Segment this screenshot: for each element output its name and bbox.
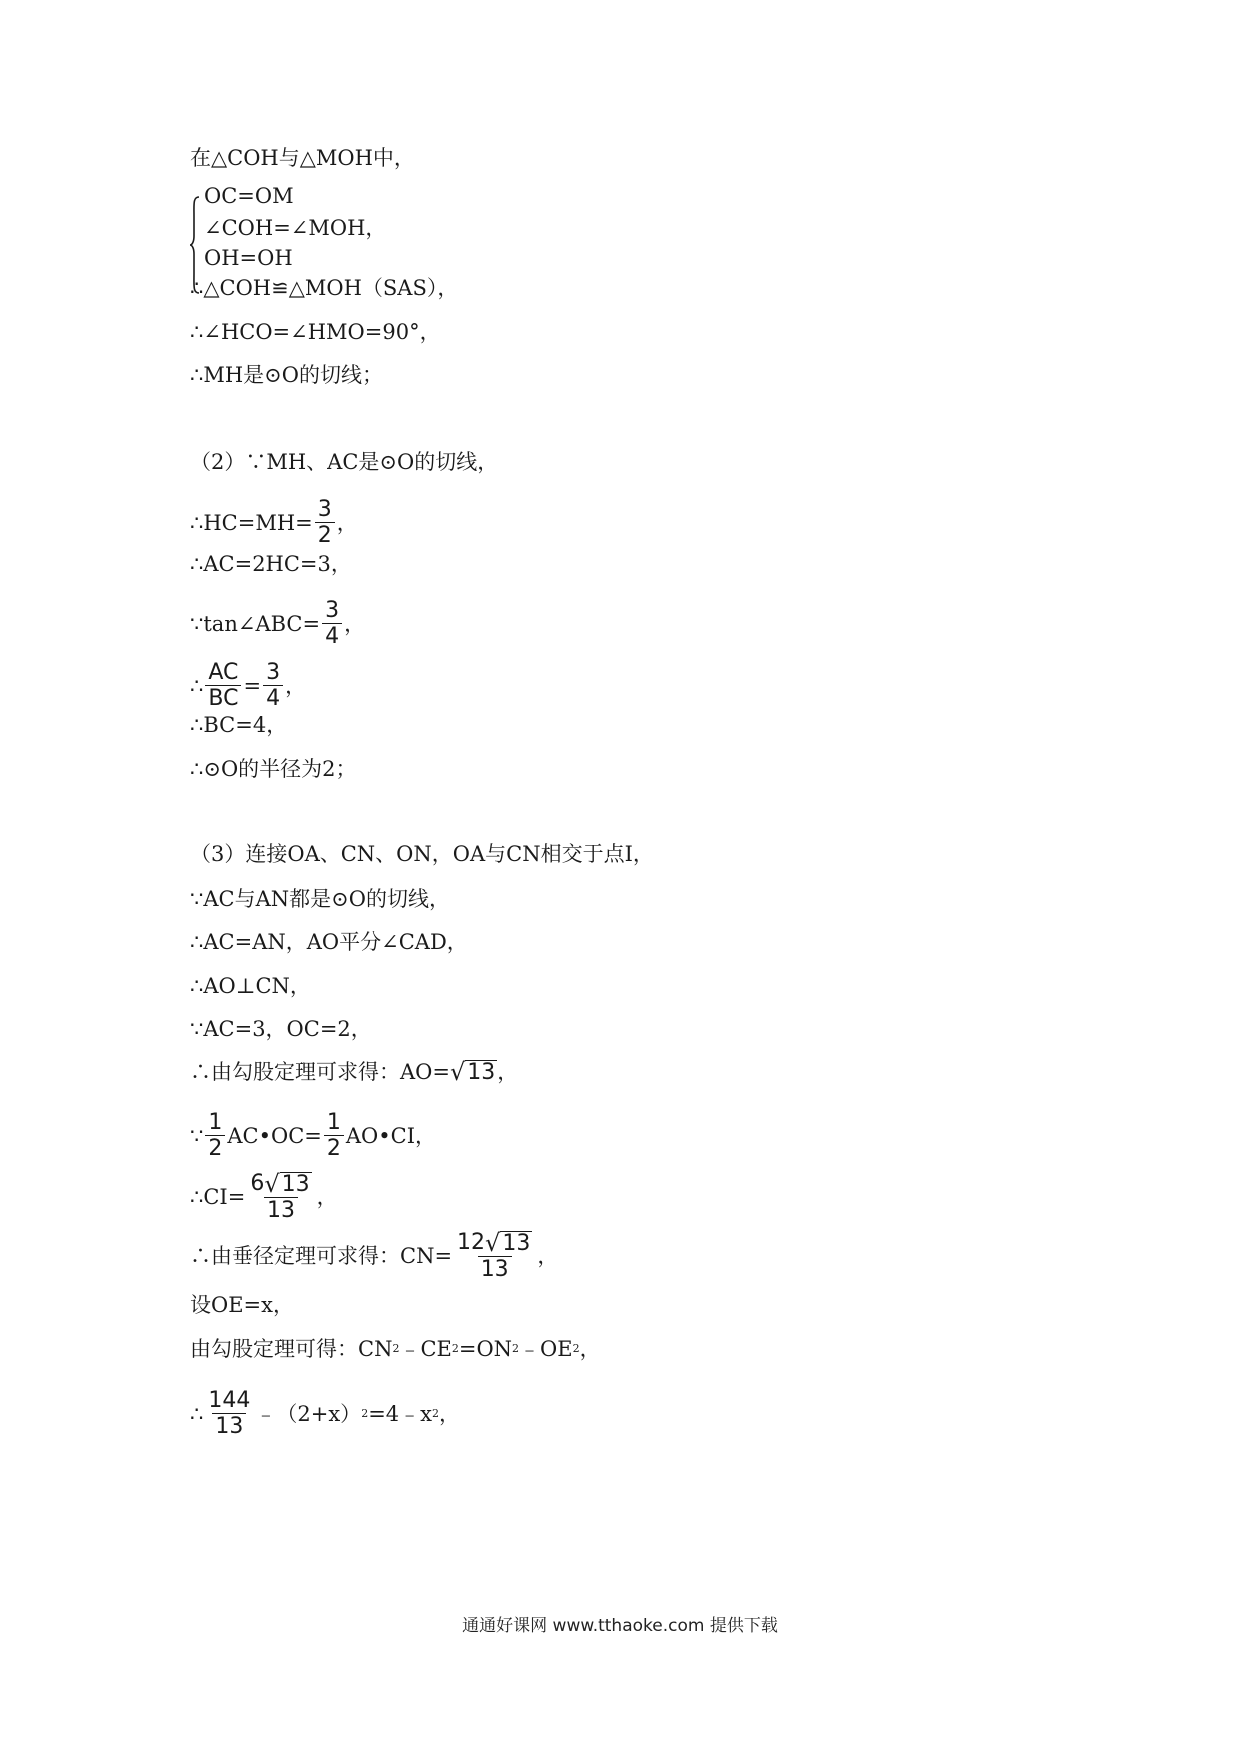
text-span: ∴HC=MH=: [190, 510, 313, 535]
text-span: ，: [336, 510, 358, 535]
square-root: [450, 1059, 497, 1085]
denominator: BC: [205, 685, 241, 711]
text-span: ﹣CE: [399, 1337, 452, 1361]
numerator: 144: [208, 1388, 251, 1413]
radicand: 13: [502, 1231, 531, 1256]
numerator: 1: [208, 1110, 223, 1135]
text-line: ∴MH是⊙O的切线；: [190, 363, 383, 387]
text-span: AC•OC=: [227, 1123, 322, 1148]
superscript: 2: [512, 1342, 520, 1355]
text-span: ∵tan∠ABC=: [190, 611, 321, 636]
text-line: ∴AC=2HC=3，: [190, 552, 352, 576]
text-span: ，: [344, 611, 366, 636]
text-line: 设OE=x，: [190, 1293, 294, 1317]
equation-line: [190, 1110, 436, 1161]
text-span: =4﹣x: [368, 1401, 432, 1426]
numerator: 1: [326, 1110, 341, 1135]
text-span: ∴: [190, 673, 204, 698]
text-span: ∴由勾股定理可求得：AO=: [190, 1060, 450, 1084]
fraction: [315, 497, 335, 548]
text-span: ﹣（2+x）: [255, 1401, 362, 1426]
superscript: 2: [432, 1406, 439, 1420]
coefficient: 12: [457, 1230, 486, 1255]
text-line: ∴AC=AN，AO平分∠CAD，: [190, 930, 468, 954]
text-line: ∵AC与AN都是⊙O的切线，: [190, 887, 450, 911]
numerator: 3: [266, 660, 281, 685]
equation-line: [190, 1388, 460, 1439]
square-root: [485, 1230, 532, 1256]
denominator: 4: [263, 685, 283, 711]
text-span: ∴由垂径定理可求得：CN=: [190, 1244, 453, 1268]
numerator: [247, 1171, 314, 1197]
denominator: 13: [478, 1256, 512, 1282]
equation-line: [190, 1171, 338, 1223]
fraction: [205, 1110, 225, 1161]
denominator: 2: [315, 522, 335, 548]
text-line: ∴∠HCO=∠HMO=90°，: [190, 320, 441, 344]
radical-sign: √: [485, 1229, 501, 1257]
denominator: 13: [264, 1197, 298, 1223]
fraction: [205, 1388, 253, 1439]
text-span: ，: [439, 1401, 460, 1426]
system-row: OH=OH: [204, 246, 293, 270]
text-span: ，: [497, 1060, 519, 1084]
text-span: =ON: [458, 1337, 513, 1361]
text-span: ，: [285, 673, 307, 698]
equation-line: [190, 1230, 558, 1282]
system-row: ∠COH=∠MOH，: [204, 216, 387, 240]
equation-line: [190, 1335, 601, 1363]
text-span: =: [243, 673, 262, 698]
text-span: ，: [579, 1337, 601, 1361]
fraction: [454, 1230, 535, 1282]
fraction: [263, 660, 283, 711]
superscript: 2: [392, 1342, 400, 1355]
radical-sign: √: [449, 1058, 466, 1086]
radicand: 13: [281, 1172, 310, 1197]
superscript: 2: [572, 1342, 580, 1355]
text-line: 在△COH与△MOH中，: [190, 146, 415, 170]
coefficient: 6: [250, 1171, 265, 1196]
equation-line: [190, 1058, 518, 1086]
numerator: [454, 1230, 535, 1256]
system-row: OC=OM: [204, 184, 294, 208]
denominator: 2: [205, 1135, 225, 1161]
equation-line: [190, 660, 306, 711]
text-line: ∴AO⊥CN，: [190, 974, 311, 998]
page-footer: 通通好课网 www.tthaoke.com 提供下载: [462, 1616, 778, 1636]
text-line: ∵AC=3，OC=2，: [190, 1017, 372, 1041]
denominator: 13: [212, 1413, 246, 1439]
text-line: ∴△COH≌△MOH（SAS），: [190, 276, 459, 300]
square-root: [264, 1171, 311, 1197]
fraction: [247, 1171, 314, 1223]
text-span: ∴CI=: [190, 1185, 246, 1209]
equation-line: [190, 497, 358, 548]
text-span: ∴: [190, 1401, 204, 1426]
equation-line: [190, 598, 365, 649]
text-span: AO•CI，: [345, 1123, 437, 1148]
text-line: （2）∵MH、AC是⊙O的切线，: [190, 450, 499, 474]
denominator: 2: [324, 1135, 344, 1161]
radical-sign: √: [264, 1170, 280, 1198]
numerator: 3: [325, 598, 340, 623]
numerator: AC: [208, 660, 239, 685]
text-line: ∴⊙O的半径为2；: [190, 757, 357, 781]
text-span: 由勾股定理可得：CN: [190, 1337, 393, 1361]
denominator: 4: [322, 623, 342, 649]
text-line: （3）连接OA、CN、ON，OA与CN相交于点I，: [190, 842, 654, 866]
superscript: 2: [451, 1342, 459, 1355]
text-span: ，: [316, 1185, 338, 1209]
numerator: 3: [317, 497, 332, 522]
fraction: [322, 598, 342, 649]
fraction: [205, 660, 241, 711]
text-span: ﹣OE: [519, 1337, 573, 1361]
radicand: 13: [467, 1060, 496, 1085]
text-span: ∵: [190, 1123, 204, 1148]
text-line: ∴BC=4，: [190, 713, 288, 737]
text-span: ，: [537, 1244, 559, 1268]
superscript: 2: [361, 1406, 369, 1420]
fraction: [324, 1110, 344, 1161]
